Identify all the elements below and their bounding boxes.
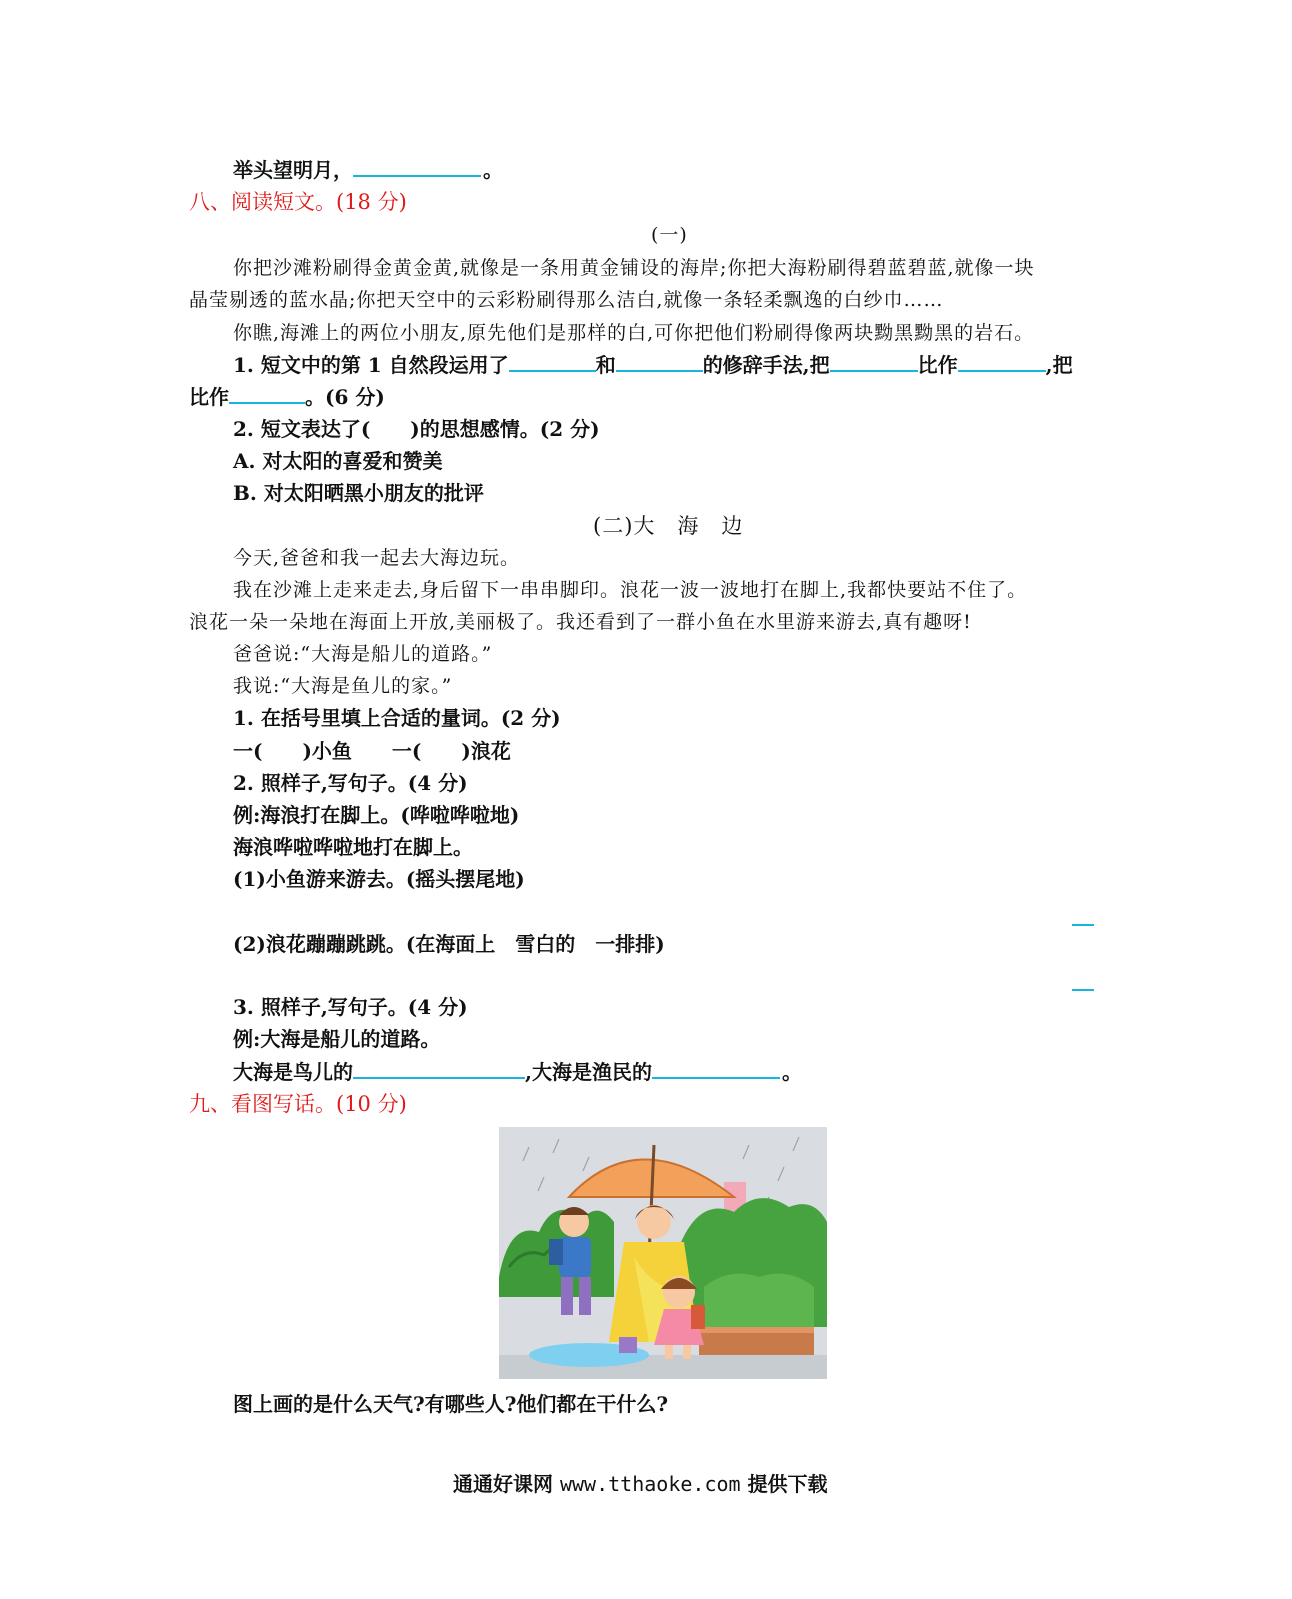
q3-text-a: 大海是鸟儿的 <box>233 1060 353 1084</box>
answer-line-end[interactable] <box>1072 924 1094 926</box>
footer-url[interactable]: www.tthaoke.com <box>559 1472 741 1496</box>
passage-1-question-1-cont <box>189 382 385 412</box>
q1-text-c: 的修辞手法,把 <box>702 353 830 377</box>
answer-blank[interactable] <box>958 352 1046 372</box>
q2-example-answer: 海浪哗啦哗啦地打在脚上。 <box>233 835 473 859</box>
q3-text-c: 。 <box>781 1060 802 1084</box>
period: 。 <box>483 158 503 182</box>
q3-fill-line <box>233 1057 802 1087</box>
section-8-title: 八、阅读短文。(18 分) <box>189 190 407 214</box>
passage-2-p1: 今天,爸爸和我一起去大海边玩。 <box>233 547 521 569</box>
answer-blank[interactable] <box>830 352 918 372</box>
section-9-title: 九、看图写话。(10 分) <box>189 1092 407 1116</box>
q1-text-a: 1. 短文中的第 1 自然段运用了 <box>233 353 509 377</box>
rainy-day-illustration <box>499 1127 827 1379</box>
q2-example: 例:海浪打在脚上。(哗啦哗啦地) <box>233 803 520 827</box>
q1-text-b: 和 <box>595 353 616 377</box>
passage-2-question-3: 3. 照样子,写句子。(4 分) <box>233 995 468 1019</box>
passage-1-para1-line2: 晶莹剔透的蓝水晶;你把天空中的云彩粉刷得那么洁白,就像一条轻柔飘逸的白纱巾…… <box>189 289 944 311</box>
q2-item-2: (2)浪花蹦蹦跳跳。(在海面上 雪白的 一排排) <box>233 932 665 956</box>
answer-blank[interactable] <box>353 1059 525 1079</box>
footer-site: 通通好课网 <box>453 1472 553 1496</box>
q1-text-f: 比作 <box>189 385 229 409</box>
option-a[interactable]: A. 对太阳的喜爱和赞美 <box>233 449 443 473</box>
passage-2-question-1: 1. 在括号里填上合适的量词。(2 分) <box>233 706 561 730</box>
q1-text-e: ,把 <box>1045 353 1073 377</box>
passage-1-question-1 <box>233 350 1073 380</box>
section-9-prompt: 图上画的是什么天气?有哪些人?他们都在干什么? <box>233 1392 669 1416</box>
answer-line-end[interactable] <box>1072 989 1094 991</box>
q1-text-g: 。(6 分) <box>305 385 385 409</box>
poem-line <box>233 155 503 185</box>
passage-2-heading: (二)大 海 边 <box>593 514 744 538</box>
passage-1-heading: (一) <box>651 224 688 246</box>
answer-blank[interactable] <box>353 157 481 177</box>
passage-2-question-2: 2. 照样子,写句子。(4 分) <box>233 771 468 795</box>
measure-word-items[interactable]: 一( )小鱼 一( )浪花 <box>233 739 511 763</box>
passage-2-p4: 我说:“大海是鱼儿的家。” <box>233 675 453 697</box>
q3-text-b: ,大海是渔民的 <box>525 1060 652 1084</box>
passage-2-p3: 爸爸说:“大海是船儿的道路。” <box>233 643 493 665</box>
answer-blank[interactable] <box>616 352 703 372</box>
poem-text: 举头望明月， <box>233 158 353 182</box>
q2-item-1: (1)小鱼游来游去。(摇头摆尾地) <box>233 867 525 891</box>
option-b[interactable]: B. 对太阳晒黑小朋友的批评 <box>233 481 484 505</box>
q1-text-d: 比作 <box>917 353 958 377</box>
answer-blank[interactable] <box>652 1059 780 1079</box>
passage-1-para1-line1: 你把沙滩粉刷得金黄金黄,就像是一条用黄金铺设的海岸;你把大海粉刷得碧蓝碧蓝,就像一块 <box>233 257 1035 279</box>
passage-1-para2: 你瞧,海滩上的两位小朋友,原先他们是那样的白,可你把他们粉刷得像两块黝黑黝黑的岩石。 <box>233 322 1035 344</box>
footer-suffix: 提供下载 <box>747 1472 828 1496</box>
passage-2-p2-line1: 我在沙滩上走来走去,身后留下一串串脚印。浪花一波一波地打在脚上,我都快要站不住了。 <box>233 579 1028 601</box>
page-footer <box>453 1469 828 1499</box>
q3-example: 例:大海是船儿的道路。 <box>233 1027 441 1051</box>
answer-blank[interactable] <box>229 384 305 404</box>
passage-2-p2-line2: 浪花一朵一朵地在海面上开放,美丽极了。我还看到了一群小鱼在水里游来游去,真有趣呀! <box>189 611 972 633</box>
passage-1-question-2: 2. 短文表达了( )的思想感情。(2 分) <box>233 417 600 441</box>
answer-blank[interactable] <box>509 352 596 372</box>
